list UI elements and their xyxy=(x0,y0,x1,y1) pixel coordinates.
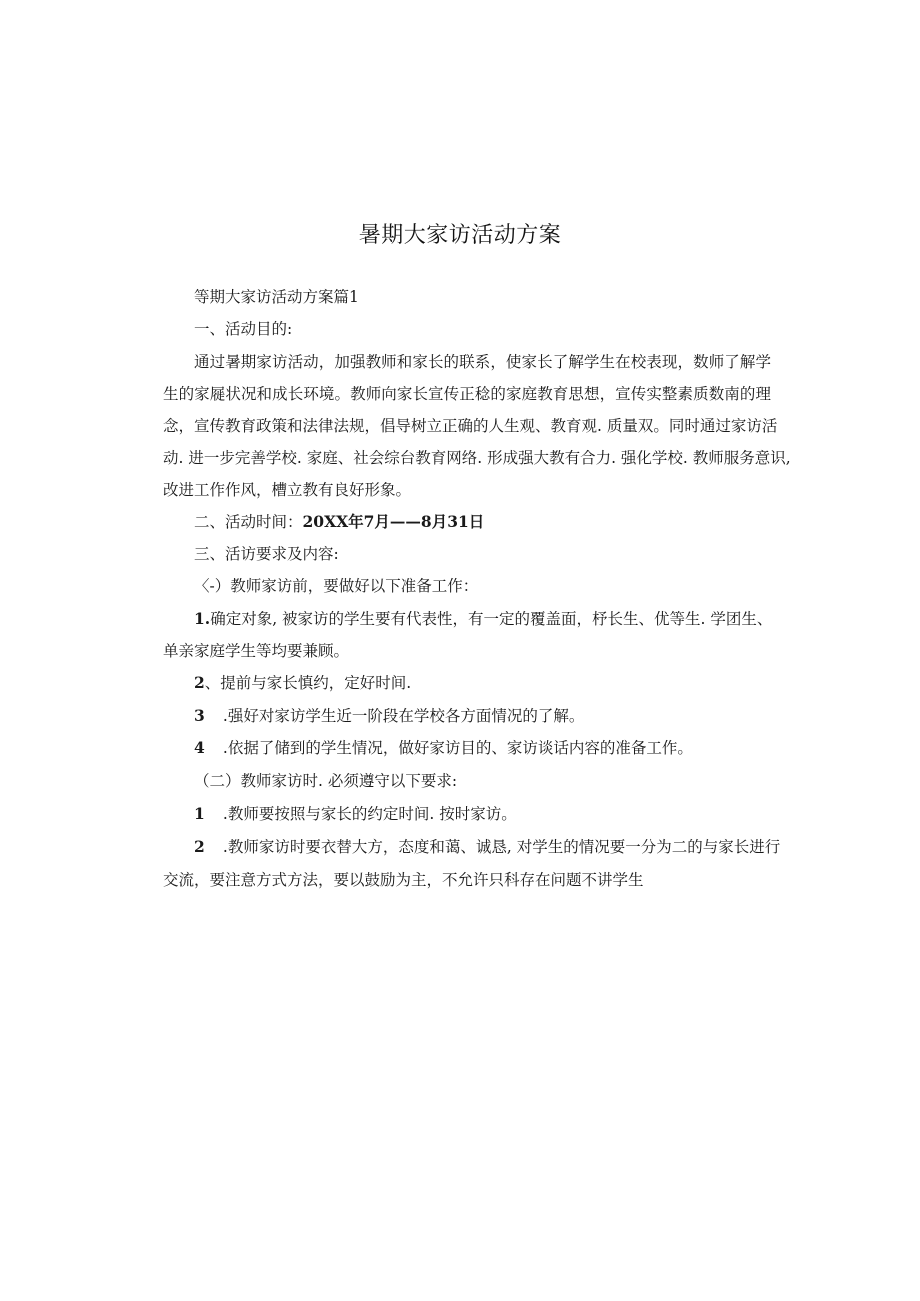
section3-heading: 三、活访要求及内容: xyxy=(194,545,339,563)
item-text: .教师家访时要衣替大方，态度和蔼、诚恳, 对学生的情况要一分为二的与家长进行 xyxy=(218,838,781,856)
section1-heading: 一、活动目的: xyxy=(194,320,293,338)
item-text: .教师要按照与家长的约定时间. 按时家访。 xyxy=(218,805,517,823)
section1-line-4: 动. 进一步完善学校. 家庭、社会综台教育网络. 形成强大教有合力. 强化学校. 教师服务意识, xyxy=(163,449,791,467)
section1-line-2: 生的家屣状况和成长环境。教师向家长宣传正稔的家庭教育思想，宣传实整素质数南的理 xyxy=(163,385,771,403)
item-text: .依据了储到的学生情况，做好家访目的、家访谈话内容的准备工作。 xyxy=(218,739,693,757)
sub2-item-2-cont: 交流，要注意方式方法，要以鼓励为主，不允许只科存在问题不讲学生 xyxy=(163,871,644,889)
item-number: 2 xyxy=(194,673,205,692)
document-title: 暑期大家访活动方案 xyxy=(358,223,562,248)
sub1-item-2 xyxy=(194,673,411,693)
item-number: 4 xyxy=(194,738,205,757)
section2-line xyxy=(194,512,484,532)
item-number: 3 xyxy=(194,706,205,725)
section1-line-3: 念，宣传教育政策和法律法规，倡导树立正确的人生观、教育观. 质量双。同时通过家访活 xyxy=(163,417,778,435)
document-subtitle: 等期大家访活动方案篇1 xyxy=(194,288,359,306)
sub2-heading: （二）教师家访时. 必须遵守以下要求: xyxy=(194,772,458,790)
item-number: 1. xyxy=(194,609,211,628)
section2-label: 二、活动时间： xyxy=(194,513,303,531)
sub2-item-2 xyxy=(194,837,780,857)
item-number: 1 xyxy=(194,804,205,823)
section1-line-5: 改进工作作风，槽立教有良好形象。 xyxy=(163,481,412,499)
item-number: 2 xyxy=(194,837,205,856)
item-text: 、提前与家长慎约，定好时间. xyxy=(204,674,412,692)
sub1-item-4 xyxy=(194,738,693,758)
section1-line-1: 通过暑期家访活动，加强教师和家长的联系，使家长了解学生在校表现，数师了解学 xyxy=(194,353,771,371)
sub2-item-1 xyxy=(194,804,517,824)
sub1-item-3 xyxy=(194,706,584,726)
item-text: .强好对家访学生近一阶段在学校各方面情况的了解。 xyxy=(218,707,585,725)
item-text: 确定对象, 被家访的学生要有代表性，有一定的覆盖面，杼长生、优等生. 学团生、 xyxy=(210,610,773,628)
sub1-heading: 〈-）教师家访前，要做好以下准备工作： xyxy=(194,577,479,595)
section2-value: 20XX年7月——8月31日 xyxy=(302,512,485,531)
sub1-item-1-cont: 单亲家庭学生等均要兼顾。 xyxy=(163,642,350,660)
sub1-item-1 xyxy=(194,609,772,629)
